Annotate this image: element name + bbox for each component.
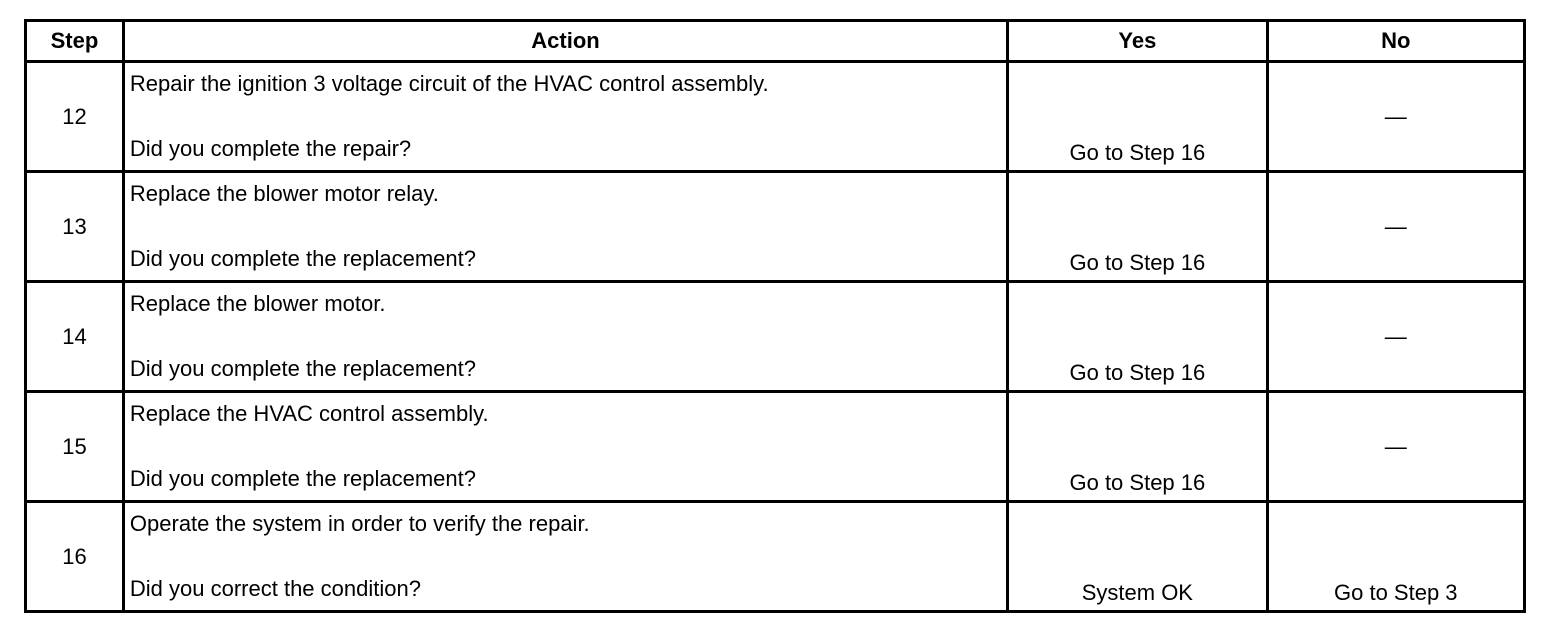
yes-result: Go to Step 16 <box>1008 392 1267 502</box>
action-instruction: Replace the HVAC control assembly. <box>129 401 489 426</box>
action-cell <box>123 172 1007 282</box>
header-action: Action <box>123 21 1007 62</box>
action-instruction: Replace the blower motor relay. <box>129 181 439 206</box>
action-cell <box>123 502 1007 612</box>
action-question: Did you complete the replacement? <box>129 246 476 271</box>
table-row <box>26 502 1525 612</box>
step-number: 16 <box>26 502 124 612</box>
action-question: Did you complete the repair? <box>129 136 412 161</box>
diagnostic-table <box>24 19 1526 613</box>
action-instruction: Repair the ignition 3 voltage circuit of the HVAC control assembly. <box>129 71 769 96</box>
step-number: 15 <box>26 392 124 502</box>
action-cell <box>123 392 1007 502</box>
action-cell <box>123 62 1007 172</box>
yes-result: Go to Step 16 <box>1008 172 1267 282</box>
no-result: — <box>1267 392 1524 502</box>
action-cell <box>123 282 1007 392</box>
table-row <box>26 392 1525 502</box>
no-result: Go to Step 3 <box>1267 502 1524 612</box>
step-number: 13 <box>26 172 124 282</box>
yes-result: Go to Step 16 <box>1008 62 1267 172</box>
yes-result: System OK <box>1008 502 1267 612</box>
yes-result: Go to Step 16 <box>1008 282 1267 392</box>
action-question: Did you complete the replacement? <box>129 466 476 491</box>
header-no: No <box>1267 21 1524 62</box>
action-question: Did you correct the condition? <box>129 576 421 601</box>
header-yes: Yes <box>1008 21 1267 62</box>
step-number: 12 <box>26 62 124 172</box>
header-row <box>26 21 1525 62</box>
step-number: 14 <box>26 282 124 392</box>
action-instruction: Replace the blower motor. <box>129 291 386 316</box>
no-result: — <box>1267 282 1524 392</box>
table-row <box>26 282 1525 392</box>
action-instruction: Operate the system in order to verify the repair. <box>129 511 590 536</box>
table-row <box>26 172 1525 282</box>
table-row <box>26 62 1525 172</box>
no-result: — <box>1267 62 1524 172</box>
header-step: Step <box>26 21 124 62</box>
action-question: Did you complete the replacement? <box>129 356 476 381</box>
no-result: — <box>1267 172 1524 282</box>
